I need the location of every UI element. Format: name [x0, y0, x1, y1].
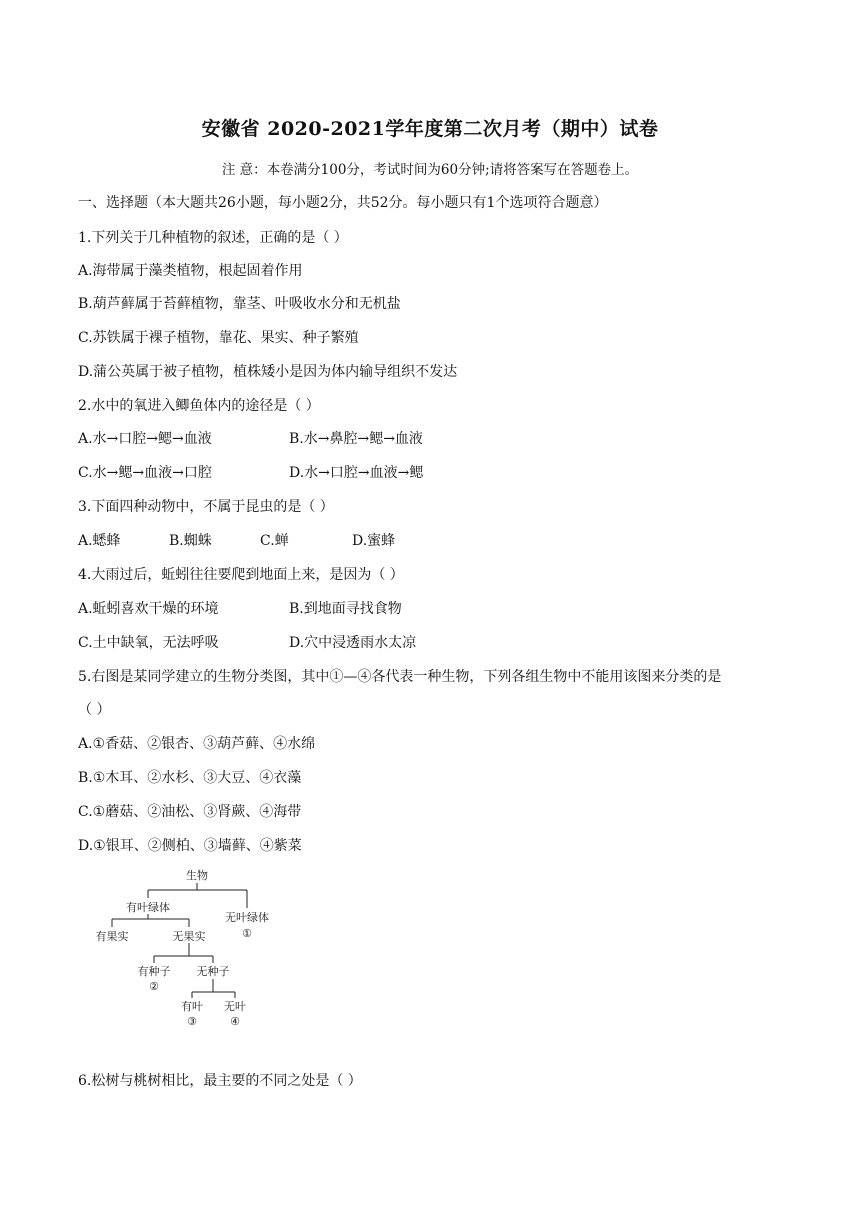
question-2-option-a: A.水→口腔→鳃→血液 — [78, 431, 212, 447]
question-1-option-c: C.苏铁属于裸子植物，靠花、果实、种子繁殖 — [78, 330, 359, 346]
question-3-option-c: C.蝉 — [260, 533, 289, 549]
question-1-option-a: A.海带属于藻类植物，根起固着作用 — [78, 263, 303, 279]
question-1-option-d: D.蒲公英属于被子植物，植株矮小是因为体内输导组织不发达 — [78, 364, 458, 380]
section-title: 一、选择题（本大题共26小题，每小题2分，共52分。每小题只有1个选项符合题意） — [78, 195, 608, 211]
question-3-option-b: B.蜘蛛 — [169, 533, 212, 549]
question-5-option-c: C.①蘑菇、②油松、③肾蕨、④海带 — [78, 804, 302, 820]
question-5-stem: 5.右图是某同学建立的生物分类图，其中①—④各代表一种生物，下列各组生物中不能用该图来分类的是 — [78, 669, 722, 685]
question-2-option-d: D.水→口腔→血液→鳃 — [289, 465, 424, 481]
question-5-option-b: B.①木耳、②水杉、③大豆、④衣藻 — [78, 770, 302, 786]
question-5-stem-cont: （ ） — [78, 702, 111, 718]
question-5-option-d: D.①银耳、②侧柏、③墙藓、④紫菜 — [78, 838, 302, 854]
node-seed: 有种子 — [137, 965, 171, 978]
question-4-option-a: A.蚯蚓喜欢干燥的环境 — [78, 601, 219, 617]
question-2-option-c: C.水→鳃→血液→口腔 — [78, 465, 212, 481]
question-3-option-d: D.蜜蜂 — [352, 533, 396, 549]
node-label-1: ① — [242, 927, 252, 940]
node-no-chloroplast: 无叶绿体 — [225, 911, 269, 924]
question-3-stem: 3.下面四种动物中，不属于昆虫的是（ ） — [78, 499, 334, 515]
node-label-4: ④ — [230, 1015, 240, 1028]
question-2-stem: 2.水中的氧进入鲫鱼体内的途径是（ ） — [78, 398, 320, 414]
question-4-stem: 4.大雨过后，蚯蚓往往要爬到地面上来，是因为（ ） — [78, 567, 404, 583]
node-fruit: 有果实 — [95, 930, 129, 943]
node-label-3: ③ — [187, 1015, 197, 1028]
question-2-option-b: B.水→鼻腔→鳃→血液 — [289, 431, 423, 447]
node-no-fruit: 无果实 — [172, 930, 206, 943]
classification-diagram — [84, 864, 294, 1032]
question-4-option-b: B.到地面寻找食物 — [289, 601, 402, 617]
exam-title: 安徽省 2020-2021学年度第二次月考（期中）试卷 — [201, 118, 659, 140]
question-4-option-d: D.穴中浸透雨水太凉 — [289, 635, 417, 651]
exam-notice: 注 意：本卷满分100分，考试时间为60分钟;请将答案写在答题卷上。 — [221, 162, 639, 178]
classification-tree-svg — [84, 864, 294, 1032]
node-chloroplast: 有叶绿体 — [126, 901, 170, 914]
question-4-option-c: C.土中缺氧，无法呼吸 — [78, 635, 219, 651]
question-3-option-a: A.蟋蜂 — [78, 533, 121, 549]
question-1-option-b: B.葫芦藓属于苔藓植物，靠茎、叶吸收水分和无机盐 — [78, 296, 401, 312]
node-label-2: ② — [149, 980, 159, 993]
node-no-seed: 无种子 — [196, 965, 230, 978]
question-6-stem: 6.松树与桃树相比，最主要的不同之处是（ ） — [78, 1073, 362, 1089]
node-leaf: 有叶 — [181, 1000, 203, 1013]
node-organism: 生物 — [186, 869, 208, 882]
question-5-option-a: A.①香菇、②银杏、③葫芦藓、④水绵 — [78, 736, 316, 752]
question-1-stem: 1.下列关于几种植物的叙述，正确的是（ ） — [78, 230, 348, 246]
node-no-leaf: 无叶 — [224, 1000, 246, 1013]
